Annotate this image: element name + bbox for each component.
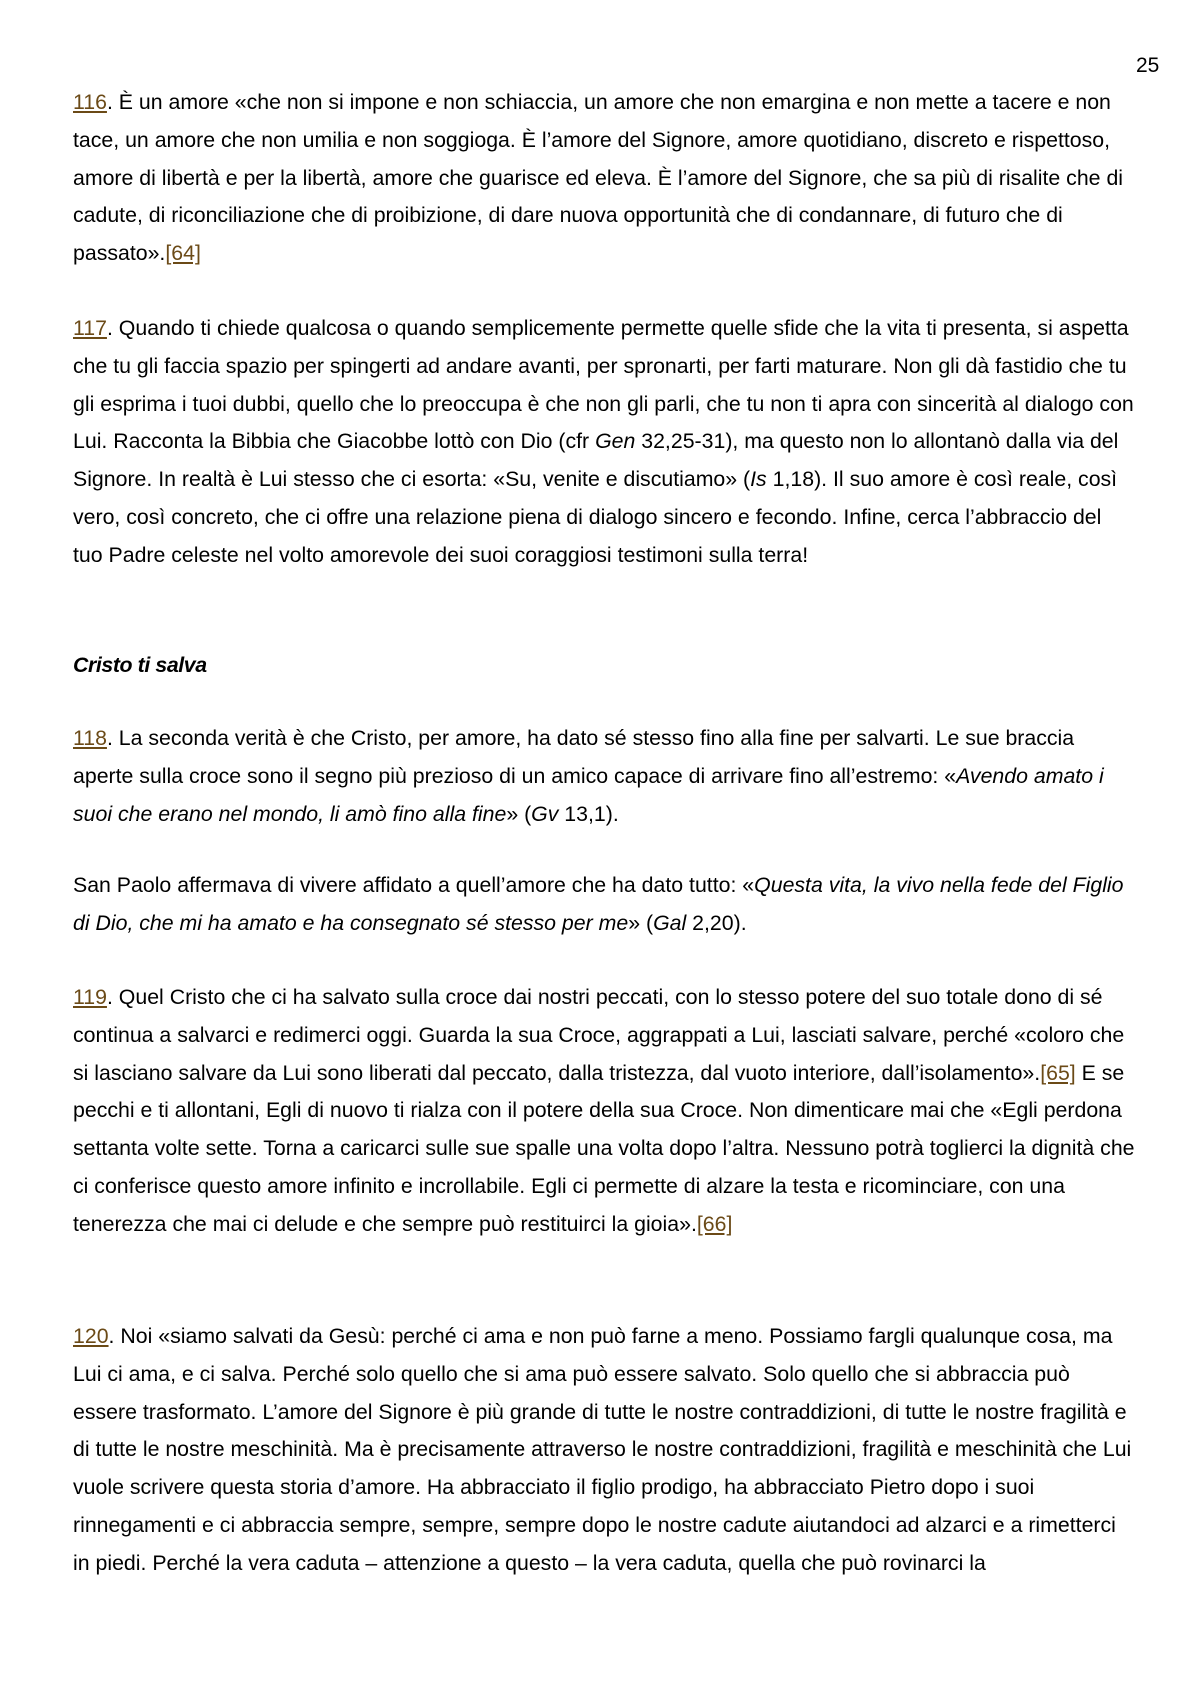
paragraph-text: » ( (506, 801, 532, 826)
paragraph-text: » ( (628, 910, 654, 935)
paragraph-text: . Noi «siamo salvati da Gesù: perché ci ama e non può farne a meno. Possiamo fargli qualunque cosa, ma Lui ci ama, e ci salva. Perché solo quello che si ama può essere salvato. Solo quello che si abbraccia può essere trasformato. L’amore del Signore è più grande di tutte le nostre contraddizioni, di tutte le nostre fragilità e di tutte le nostre meschinità. Ma è precisamente attraverso le nostre contraddizioni, fragilità e meschinità che Lui vuole scrivere questa storia d’amore. Ha abbracciato il figlio prodigo, ha abbracciato Pietro dopo i suoi rinnegamenti e ci abbraccia sempre, sempre, sempre dopo le nostre cadute aiutandoci ad alzarci e a rimetterci in piedi. Perché la vera caduta – attenzione a questo – la vera caduta, quella che può rovinarci la (73, 1324, 1132, 1575)
paragraph-number-link[interactable]: 120 (73, 1324, 109, 1348)
paragraph-text: . Quel Cristo che ci ha salvato sulla croce dai nostri peccati, con lo stesso potere del suo totale dono di sé continua a salvarci e redimerci oggi. Guarda la sua Croce, aggrappati a Lui, lasciati salvare, perché «coloro che si lasciano salvare da Lui sono liberati dal peccato, dalla tristezza, dal vuoto interiore, dall’isolamento». (73, 985, 1125, 1085)
citation-abbrev: Gal (653, 910, 687, 935)
citation-abbrev: Gen (595, 429, 636, 454)
citation-abbrev: Is (750, 467, 767, 492)
citation-abbrev: Gv (531, 801, 559, 826)
page-number: 25 (1136, 54, 1160, 77)
footnote-link-66[interactable]: [66] (696, 1211, 733, 1236)
footnote-link-64[interactable]: [64] (165, 241, 201, 266)
paragraph-number-link[interactable]: 119 (73, 985, 107, 1009)
paragraph-text: 32,25-31), ma questo non lo allontanò dalla via del Signore. In realtà è Lui stesso che ci esorta: «Su, venite e discutiamo» ( (73, 429, 1119, 492)
quoted-scripture: Questa vita, la vivo nella fede del Figlio di Dio, che mi ha amato e ha consegnato sé stesso per me (73, 873, 1124, 935)
paragraph-118 (73, 720, 1135, 833)
section-heading: Cristo ti salva (73, 653, 207, 677)
paragraph-number-link[interactable]: 118 (73, 726, 107, 750)
paragraph-119 (73, 979, 1135, 1244)
paragraph-text: 13,1). (558, 801, 619, 826)
quoted-scripture: Avendo amato i suoi che erano nel mondo, li amò fino alla fine (73, 763, 1104, 826)
paragraph-text: 1,18). Il suo amore è così reale, così vero, così concreto, che ci offre una relazione piena di dialogo sincero e fecondo. Infine, cerca l’abbraccio del tuo Padre celeste nel volto amorevole dei suoi coraggiosi testimoni sulla terra! (73, 467, 1118, 567)
paragraph-text: San Paolo affermava di vivere affidato a quell’amore che ha dato tutto: « (73, 873, 755, 897)
paragraph-text: 2,20). (686, 910, 747, 935)
paragraph-number-link[interactable]: 116 (73, 90, 107, 114)
footnote-link-65[interactable]: [65] (1040, 1060, 1076, 1085)
paragraph-text: . La seconda verità è che Cristo, per amore, ha dato sé stesso fino alla fine per salvarti. Le sue braccia aperte sulla croce sono il segno più prezioso di un amico capace di arrivare fino all’estremo: « (73, 726, 1075, 788)
paragraph-text: . Quando ti chiede qualcosa o quando semplicemente permette quelle sfide che la vita ti presenta, si aspetta che tu gli faccia spazio per spingerti ad andare avanti, per spronarti, per farti maturare. Non gli dà fastidio che tu gli esprima i tuoi dubbi, quello che lo preoccupa è che non gli parli, che tu non ti apra con sincerità al dialogo con Lui. Racconta la Bibbia che Giacobbe lottò con Dio (cfr (73, 316, 1134, 454)
paragraph-117 (73, 310, 1135, 575)
paragraph-116 (73, 84, 1135, 273)
paragraph-120 (73, 1318, 1135, 1583)
paragraph-text: E se pecchi e ti allontani, Egli di nuovo ti rialza con il potere della sua Croce. Non dimenticare mai che «Egli perdona settanta volte sette. Torna a caricarci sulle sue spalle una volta dopo l’altra. Nessuno potrà toglierci la dignità che ci conferisce questo amore infinito e incrollabile. Egli ci permette di alzare la testa e ricominciare, con una tenerezza che mai ci delude e che sempre può restituirci la gioia». (73, 1060, 1135, 1236)
paragraph-text: . È un amore «che non si impone e non schiaccia, un amore che non emargina e non mette a tacere e non tace, un amore che non umilia e non soggioga. È l’amore del Signore, amore quotidiano, discreto e rispettoso, amore di libertà e per la libertà, amore che guarisce ed eleva. È l’amore del Signore, che sa più di risalite che di cadute, di riconciliazione che di proibizione, di dare nuova opportunità che di condannare, di futuro che di passato». (73, 90, 1124, 266)
paragraph-118-continued (73, 867, 1135, 943)
paragraph-number-link[interactable]: 117 (73, 316, 107, 340)
